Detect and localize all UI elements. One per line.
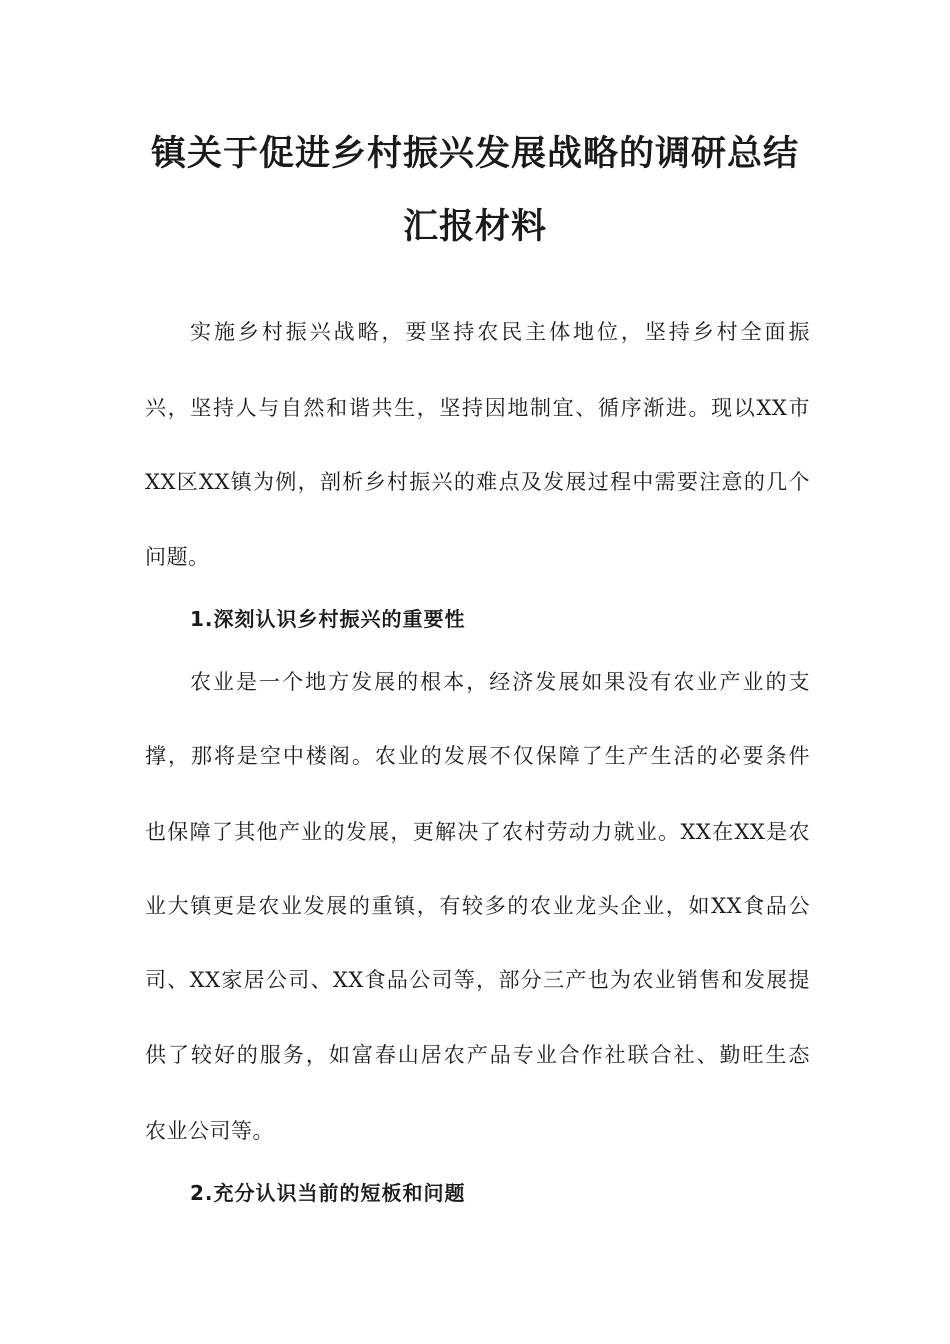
section-1-line-7: 农业公司等。: [145, 1119, 274, 1143]
section-1-line-4: 业大镇更是农业发展的重镇，有较多的农业龙头企业，如XX食品公: [145, 894, 810, 918]
section-2-heading: 2.充分认识当前的短板和问题: [190, 1181, 466, 1205]
section-1-line-2: 撑，那将是空中楼阁。农业的发展不仅保障了生产生活的必要条件: [145, 744, 810, 768]
section-1-heading: 1.深刻认识乡村振兴的重要性: [190, 607, 466, 631]
intro-line-3: XX区XX镇为例，剖析乡村振兴的难点及发展过程中需要注意的几个: [145, 470, 810, 494]
intro-line-2: 兴，坚持人与自然和谐共生，坚持因地制宜、循序渐进。现以XX市: [145, 396, 810, 420]
section-1-line-3: 也保障了其他产业的发展，更解决了农村劳动力就业。XX在XX是农: [145, 820, 810, 844]
section-1-line-5: 司、XX家居公司、XX食品公司等，部分三产也为农业销售和发展提: [145, 968, 810, 992]
section-1-line-1: 农业是一个地方发展的根本，经济发展如果没有农业产业的支: [190, 670, 810, 694]
section-1-line-6: 供了较好的服务，如富春山居农产品专业合作社联合社、勤旺生态: [145, 1043, 810, 1067]
intro-line-1: 实施乡村振兴战略，要坚持农民主体地位，坚持乡村全面振: [190, 320, 810, 344]
intro-line-4: 问题。: [145, 545, 210, 569]
document-title-line-1: 镇关于促进乡村振兴发展战略的调研总结: [150, 134, 799, 174]
document-title-line-2: 汇报材料: [402, 207, 547, 247]
